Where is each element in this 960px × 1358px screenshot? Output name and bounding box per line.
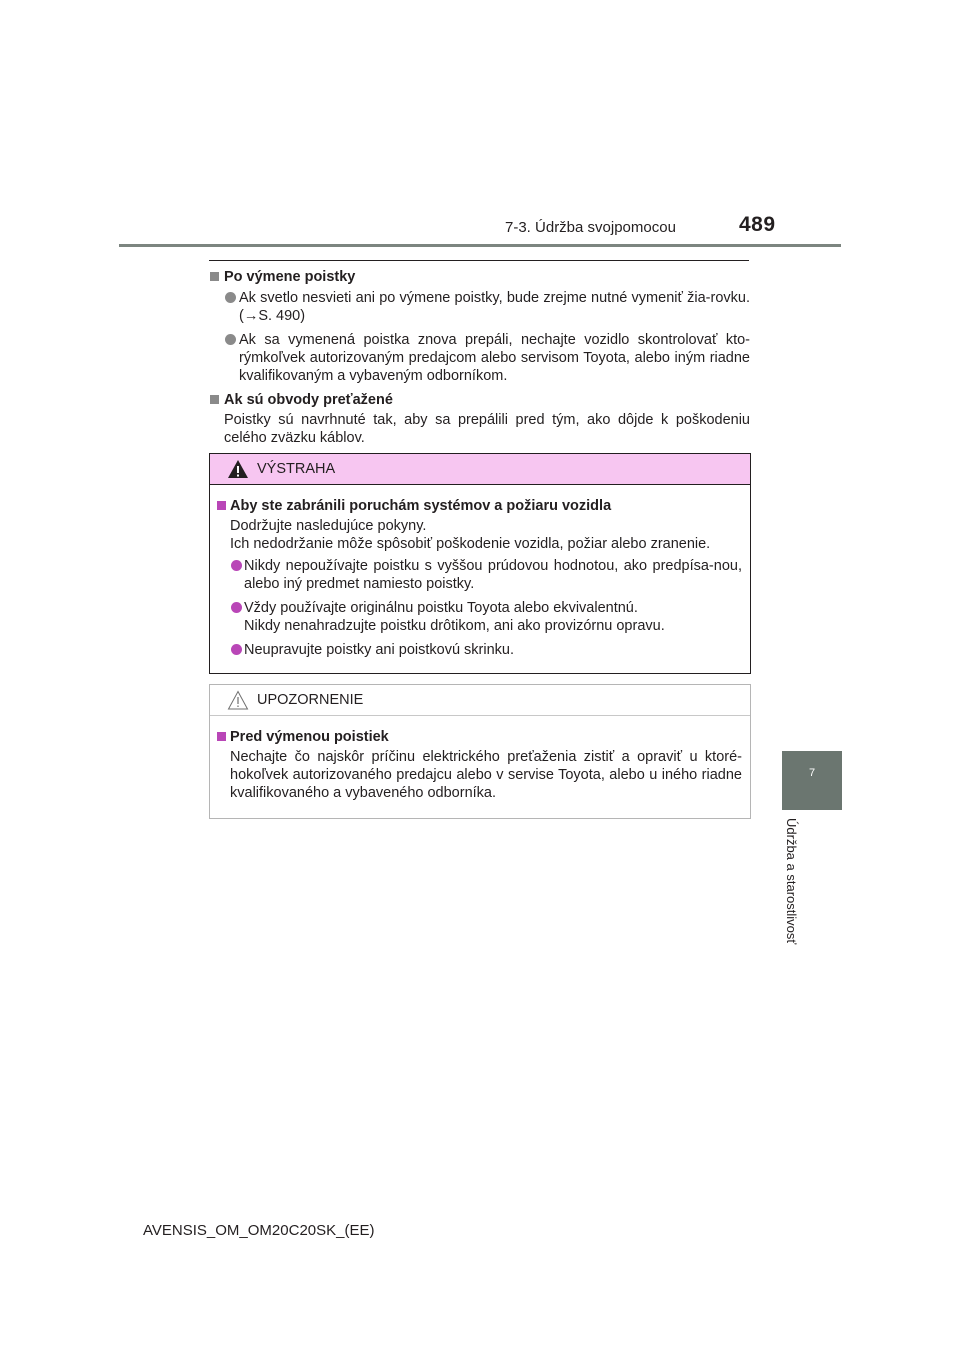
square-bullet-icon [210,395,219,404]
circle-bullet-icon [225,292,236,303]
chapter-tab-label: Údržba a starostlivosť [784,818,799,945]
caution-header [210,685,750,716]
warning-heading: Aby ste zabránili poruchám systémov a požiaru vozidla [216,497,742,515]
circle-bullet-icon [231,560,242,571]
chapter-tab-label-wrap [782,818,806,968]
circle-bullet-icon [225,334,236,345]
warning-triangle-icon [227,459,249,479]
warning-box [209,453,751,674]
list-item: Ak sa vymenená poistka znova prepáli, nechajte vozidlo skontrolovať kto-rýmkoľvek autorizovaným predajcom alebo servisom Toyota, alebo iným riadne kvalifikovaným a vybaveným odborníkom. [209,331,750,385]
list-item: Nikdy nepoužívajte poistku s vyššou prúdovou hodnotou, ako predpísa-nou, alebo iný predmet namiesto poistky. [216,557,742,593]
caution-triangle-icon [227,690,249,710]
chapter-tab-number: 7 [808,767,816,779]
section-text: Poistky sú navrhnuté tak, aby sa prepálili pred tým, ako dôjde k poškodeniu celého zväzku káblov. [224,412,750,446]
caution-label: UPOZORNENIE [257,692,364,708]
warning-label: VÝSTRAHA [257,461,336,477]
caution-text: Nechajte čo najskôr príčinu elektrického preťaženia zistiť a opraviť u ktoré-hokoľvek autorizovaného predajcu alebo v servise Toyota, alebo u iného riadne kvalifikovaného a vybaveného odborníka. [230,749,742,801]
square-bullet-icon [217,501,226,510]
chapter-tab [782,751,842,810]
list-item: Vždy používajte originálnu poistku Toyota alebo ekvivalentnú. Nikdy nenahradzujte poistku drôtikom, ani ako provizórnu opravu. [216,599,742,635]
square-bullet-icon [217,732,226,741]
page-number: 489 [739,213,776,236]
caution-box [209,684,751,819]
main-content [209,268,750,453]
caution-heading: Pred výmenou poistiek [216,728,742,746]
warning-body [210,485,750,659]
list-item: Ak svetlo nesvieti ani po výmene poistky, bude zrejme nutné vymeniť žia-rovku. (→S. 490) [209,289,750,325]
warning-header [210,454,750,485]
warning-intro: Ich nedodržanie môže spôsobiť poškodenie vozidla, požiar alebo zranenie. [230,536,711,552]
caution-body [210,716,750,802]
list-item: Neupravujte poistky ani poistkovú skrinku. [216,641,742,659]
circle-bullet-icon [231,644,242,655]
section-title: 7-3. Údržba svojpomocou [505,219,676,236]
circle-bullet-icon [231,602,242,613]
warning-intro: Dodržujte nasledujúce pokyny. [230,518,427,534]
content-top-rule [209,260,749,261]
document-code: AVENSIS_OM_OM20C20SK_(EE) [143,1222,375,1239]
square-bullet-icon [210,272,219,281]
section-heading: Po výmene poistky [209,268,750,286]
header-rule [119,244,841,247]
section-heading: Ak sú obvody preťažené [209,391,750,409]
